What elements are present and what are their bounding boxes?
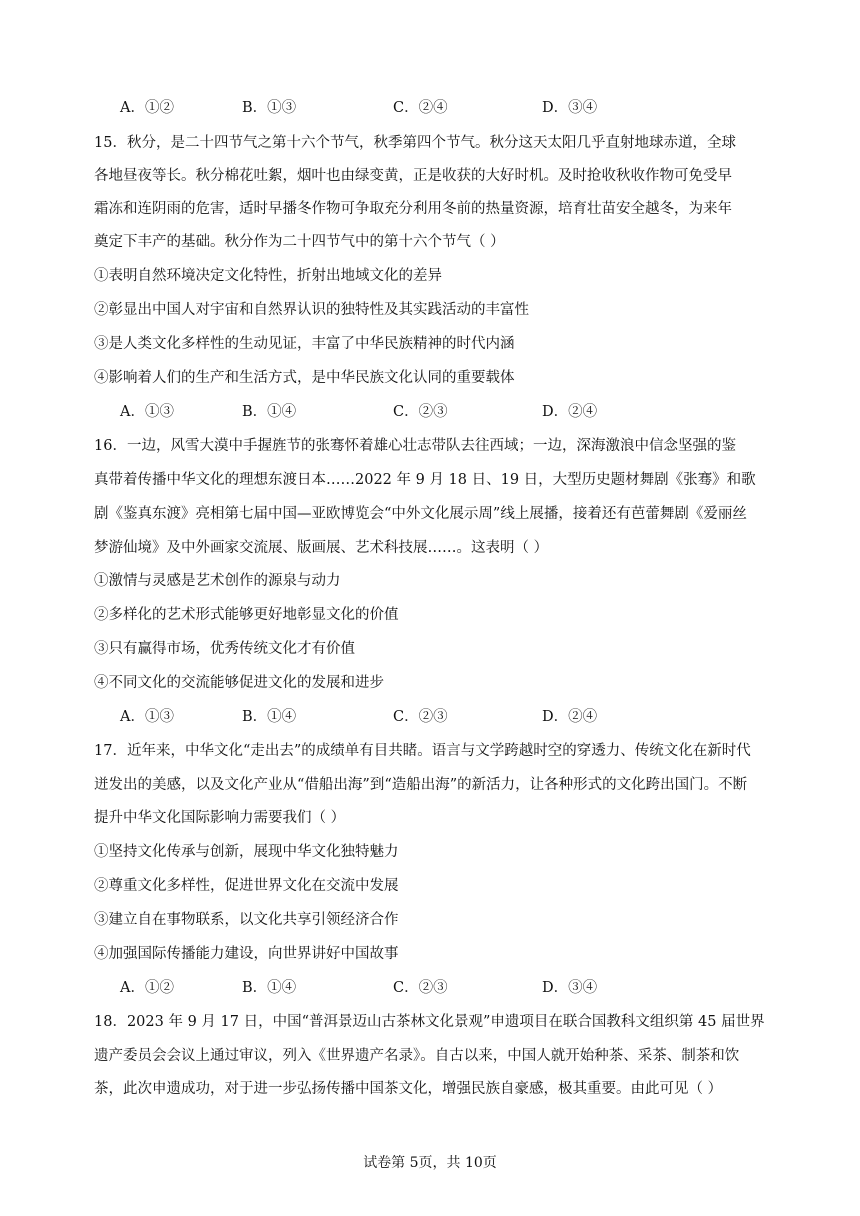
q15-stem-line-3: 霜冻和连阴雨的危害，适时早播冬作物可争取充分利用冬前的热量资源，培育壮苗安全越冬，为来年 <box>94 201 732 217</box>
q16-statement-2: ②多样化的艺术形式能够更好地彰显文化的价值 <box>94 607 399 623</box>
q14-option-b: B．①③ <box>242 100 297 116</box>
q16-option-b: B．①④ <box>242 709 297 725</box>
q16-options <box>120 707 680 727</box>
q16-statement-4: ④不同文化的交流能够促进文化的发展和进步 <box>94 675 384 691</box>
q16-option-c: C．②③ <box>393 709 448 725</box>
q17-stem-line-3: 提升中华文化国际影响力需要我们（ ） <box>94 810 346 826</box>
q17-stem-line-1: 17．近年来，中华文化“走出去”的成绩单有目共睹。语言与文学跨越时空的穿透力、传统文化在新时代 <box>94 743 751 759</box>
q14-option-d: D．③④ <box>542 100 598 116</box>
q15-options <box>120 402 680 422</box>
q17-option-c: C．②③ <box>393 980 448 996</box>
q16-stem-line-1: 16．一边，风雪大漠中手握旌节的张骞怀着雄心壮志带队去往西域；一边，深海激浪中信念坚强的鉴 <box>94 438 736 454</box>
page-footer: 试卷第 5页，共 10页 <box>363 1155 497 1171</box>
q17-stem-line-2: 迸发出的美感，以及文化产业从“借船出海”到“造船出海”的新活力，让各种形式的文化跨出国门。不断 <box>94 777 748 793</box>
q16-stem-line-4: 梦游仙境》及中外画家交流展、版画展、艺术科技展……。这表明（ ） <box>94 540 549 556</box>
q17-statement-4: ④加强国际传播能力建设，向世界讲好中国故事 <box>94 946 399 962</box>
q15-statement-4: ④影响着人们的生产和生活方式，是中华民族文化认同的重要载体 <box>94 370 515 386</box>
q17-option-b: B．①④ <box>242 980 297 996</box>
q15-option-a: A．①③ <box>120 404 174 420</box>
q17-statement-1: ①坚持文化传承与创新，展现中华文化独特魅力 <box>94 844 399 860</box>
q15-option-c: C．②③ <box>393 404 448 420</box>
q17-statement-2: ②尊重文化多样性，促进世界文化在交流中发展 <box>94 878 399 894</box>
q17-options <box>120 978 680 998</box>
q17-option-d: D．③④ <box>542 980 598 996</box>
q15-stem-line-4: 奠定下丰产的基础。秋分作为二十四节气中的第十六个节气（ ） <box>94 234 505 250</box>
q14-option-a: A．①② <box>120 100 174 116</box>
q15-statement-1: ①表明自然环境决定文化特性，折射出地域文化的差异 <box>94 268 442 284</box>
q16-statement-1: ①激情与灵感是艺术创作的源泉与动力 <box>94 573 341 589</box>
q15-option-d: D．②④ <box>542 404 598 420</box>
q16-stem-line-2: 真带着传播中华文化的理想东渡日本……2022 年 9 月 18 日、19 日，大型历史题材舞剧《张骞》和歌 <box>94 472 756 488</box>
q16-option-a: A．①③ <box>120 709 174 725</box>
q14-option-c: C．②④ <box>393 100 448 116</box>
q15-statement-3: ③是人类文化多样性的生动见证，丰富了中华民族精神的时代内涵 <box>94 336 515 352</box>
q18-stem-line-2: 遗产委员会会议上通过审议，列入《世界遗产名录》。自古以来，中国人就开始种茶、采茶、制茶和饮 <box>94 1048 740 1064</box>
q16-statement-3: ③只有赢得市场，优秀传统文化才有价值 <box>94 641 355 657</box>
q15-statement-2: ②彰显出中国人对宇宙和自然界认识的独特性及其实践活动的丰富性 <box>94 302 529 318</box>
q15-option-b: B．①④ <box>242 404 297 420</box>
q17-statement-3: ③建立自在事物联系，以文化共享引领经济合作 <box>94 912 399 928</box>
q16-stem-line-3: 剧《鉴真东渡》亮相第七届中国—亚欧博览会“中外文化展示周”线上展播，接着还有芭蕾舞剧《爱丽丝 <box>94 506 747 522</box>
q17-option-a: A．①② <box>120 980 174 996</box>
q18-stem-line-1: 18．2023 年 9 月 17 日，中国“普洱景迈山古茶林文化景观”申遗项目在联合国教科文组织第 45 届世界 <box>94 1014 765 1030</box>
q18-stem-line-3: 茶，此次申遗成功，对于进一步弘扬传播中国茶文化，增强民族自豪感，极其重要。由此可见（ ） <box>94 1081 723 1097</box>
q14-options <box>120 98 680 118</box>
q16-option-d: D．②④ <box>542 709 598 725</box>
q15-stem-line-2: 各地昼夜等长。秋分棉花吐絮，烟叶也由绿变黄，正是收获的大好时机。及时抢收秋收作物可免受早 <box>94 168 732 184</box>
q15-stem-line-1: 15．秋分，是二十四节气之第十六个节气，秋季第四个节气。秋分这天太阳几乎直射地球赤道，全球 <box>94 135 736 151</box>
